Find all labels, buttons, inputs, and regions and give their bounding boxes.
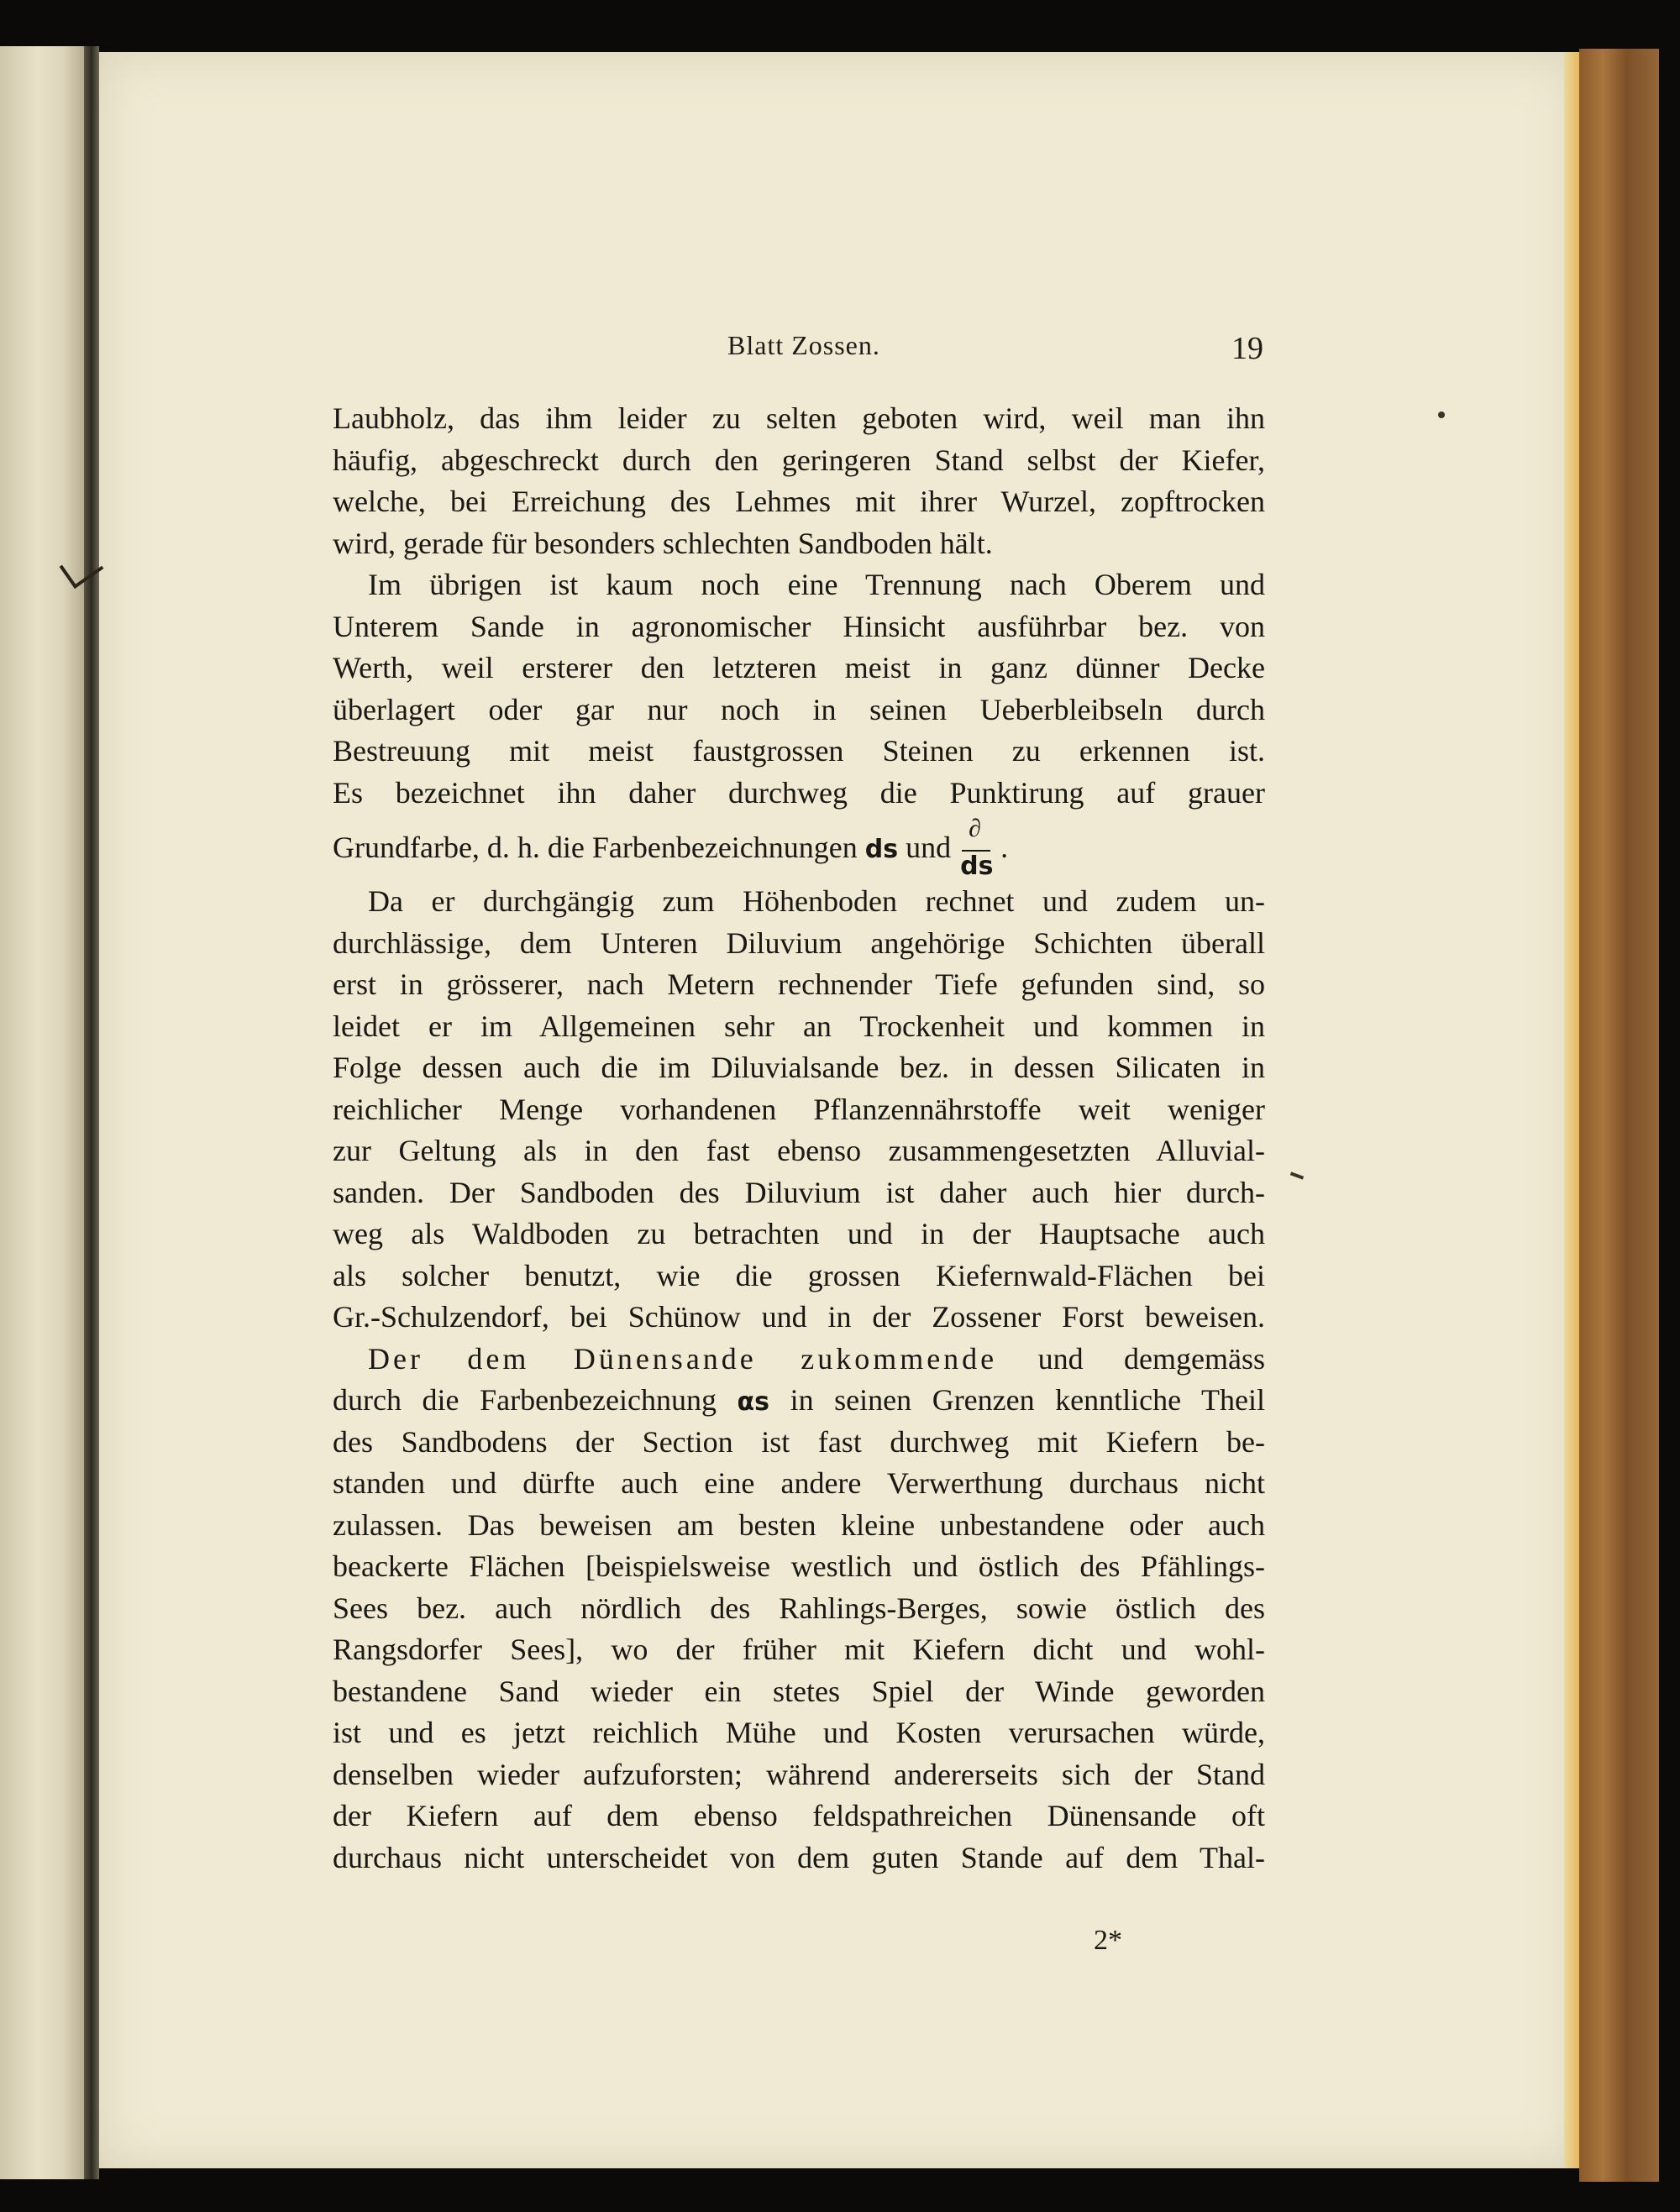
- text-line: weg als Waldboden zu betrachten und in der Hauptsache auch: [333, 1217, 1265, 1250]
- body-text: [333, 398, 1265, 1879]
- text-fragment: in seinen Grenzen kenntliche Theil: [790, 1383, 1265, 1417]
- text-line: ist und es jetzt reichlich Mühe und Kosten verursachen würde,: [333, 1716, 1265, 1749]
- text-line: [333, 1339, 1265, 1381]
- alpha-s-symbol: αs: [737, 1387, 770, 1417]
- text-line: zur Geltung als in den fast ebenso zusammengesetzten Alluvial-: [333, 1134, 1265, 1167]
- running-head: [0, 330, 1680, 380]
- text-line: beackerte Flächen [beispielsweise westlich und östlich des Pfählings-: [333, 1549, 1265, 1583]
- text-line: häufig, abgeschreckt durch den geringeren Stand selbst der Kiefer,: [333, 443, 1265, 477]
- text-line: der Kiefern auf dem ebenso feldspathreichen Dünensande oft: [333, 1799, 1265, 1832]
- text-line: Werth, weil ersterer den letzteren meist in ganz dünner Decke: [333, 651, 1265, 684]
- text-line: Unterem Sande in agronomischer Hinsicht ausführbar bez. von: [333, 609, 1265, 643]
- text-line: erst in grösserer, nach Metern rechnender Tiefe gefunden sind, so: [333, 967, 1265, 1001]
- text-line: welche, bei Erreichung des Lehmes mit ihrer Wurzel, zopftrocken: [333, 485, 1265, 518]
- text-line: Im übrigen ist kaum noch eine Trennung nach Oberem und: [368, 568, 1265, 601]
- text-line: Laubholz, das ihm leider zu selten geboten wird, weil man ihn: [333, 401, 1265, 435]
- text-line: durchlässige, dem Unteren Diluvium angehörige Schichten überall: [333, 925, 1265, 960]
- text-fragment: .: [1000, 831, 1009, 864]
- text-line: denselben wieder aufzuforsten; während andererseits sich der Stand: [333, 1757, 1265, 1791]
- signature-mark: 2*: [1094, 1925, 1122, 1956]
- text-line: zulassen. Das beweisen am besten kleine unbestandene oder auch: [333, 1507, 1265, 1542]
- text-line: reichlicher Menge vorhandenen Pflanzennährstoffe weit weniger: [333, 1092, 1265, 1126]
- text-line: leidet er im Allgemeinen sehr an Trockenheit und kommen in: [333, 1009, 1265, 1043]
- text-fragment: und demgemäss: [1037, 1341, 1265, 1376]
- text-line: als solcher benutzt, wie die grossen Kiefernwald-Flächen bei: [333, 1258, 1265, 1292]
- text-line: Folge dessen auch die im Diluvialsande bez. in dessen Silicaten in: [333, 1051, 1265, 1084]
- text-line: Sees bez. auch nördlich des Rahlings-Berges, sowie östlich des: [333, 1591, 1265, 1625]
- stray-mark: [1438, 411, 1445, 418]
- page-number: 19: [1231, 331, 1263, 366]
- text-fragment-spaced: Der dem Dünensande zukommende: [368, 1341, 998, 1376]
- text-line: Es bezeichnet ihn daher durchweg die Punktirung auf grauer: [333, 775, 1265, 810]
- text-line: durchaus nicht unterscheidet von dem guten Stande auf dem Thal-: [333, 1840, 1265, 1874]
- text-line-with-fraction: [333, 814, 1265, 881]
- text-line: Da er durchgängig zum Höhenboden rechnet und zudem un-: [368, 884, 1265, 918]
- text-line: Gr.-Schulzendorf, bei Schünow und in der Zossener Forst beweisen.: [333, 1300, 1265, 1334]
- text-line: sanden. Der Sandboden des Diluvium ist daher auch hier durch-: [333, 1175, 1265, 1209]
- text-fragment: Grundfarbe, d. h. die Farbenbezeichnungen: [333, 831, 858, 864]
- text-line: wird, gerade für besonders schlechten Sandboden hält.: [333, 526, 993, 560]
- fraction-symbol: [958, 814, 1000, 881]
- text-line: Rangsdorfer Sees], wo der früher mit Kiefern dicht und wohl-: [333, 1633, 1265, 1666]
- text-line: standen und dürfte auch eine andere Verwerthung durchaus nicht: [333, 1466, 1265, 1500]
- text-line: überlagert oder gar nur noch in seinen Ueberbleibseln durch: [333, 692, 1265, 726]
- text-line: des Sandbodens der Section ist fast durchweg mit Kiefern be-: [333, 1424, 1265, 1459]
- text-line: bestandene Sand wieder ein stetes Spiel der Winde geworden: [333, 1674, 1265, 1708]
- ds-symbol: ds: [864, 835, 899, 864]
- text-line: [333, 1380, 1265, 1422]
- text-line: Bestreuung mit meist faustgrossen Steinen zu erkennen ist.: [333, 734, 1265, 768]
- text-fragment: durch die Farbenbezeichnung: [333, 1383, 717, 1417]
- fraction-denominator: ds: [960, 851, 994, 881]
- text-fragment: und: [906, 831, 952, 864]
- fraction-numerator: ∂: [969, 814, 981, 842]
- running-head-title: Blatt Zossen.: [727, 330, 880, 360]
